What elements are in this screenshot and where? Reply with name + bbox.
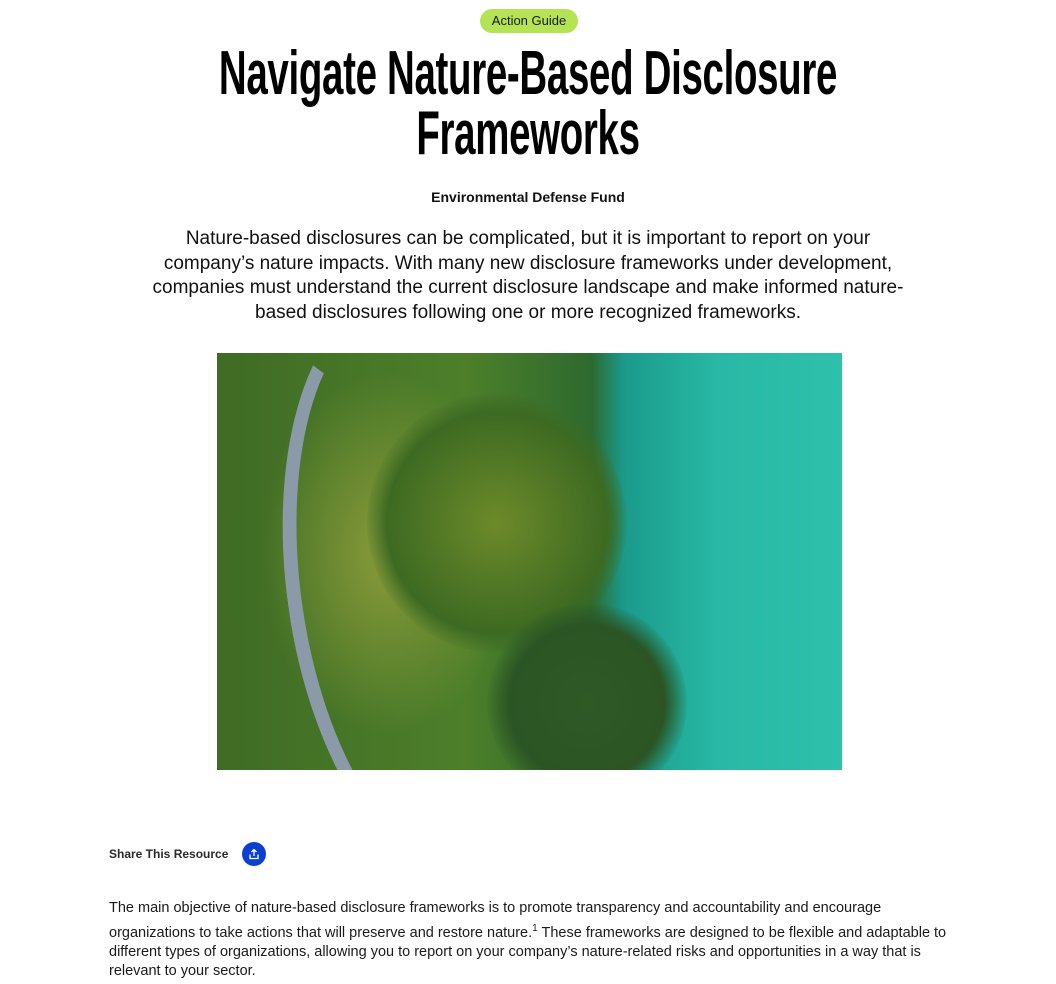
page-title: Navigate Nature-Based Disclosure Frameworks: [218, 39, 838, 168]
body-text-part1: The main objective of nature-based disclosure frameworks is to promote transparency and accountability and encourage organizations to take actions that will preserve and restore nature.: [109, 900, 882, 941]
category-badge[interactable]: Action Guide: [480, 9, 578, 33]
hero-image-aerial-forest-coast: [217, 353, 842, 770]
lede-paragraph: Nature-based disclosures can be complicated, but it is important to report on your company’s nature impacts. With many new disclosure frameworks under development, companies must understand the current disclosure landscape and make informed nature-based disclosures following one or more recognized frameworks.: [152, 228, 904, 323]
title-container: [181, 39, 875, 168]
share-label: Share This Resource: [109, 847, 229, 861]
body-text-part2: These frameworks are designed to be flexible and adaptable to different types of organizations, allowing you to report on your company’s nature-related risks and opportunities in a way that is relevant to your sector.: [109, 924, 947, 980]
footnote-link[interactable]: 1: [532, 922, 538, 934]
share-button[interactable]: [242, 842, 266, 866]
body-paragraph: [109, 899, 959, 982]
share-icon: [248, 848, 260, 860]
author: Environmental Defense Fund: [431, 189, 625, 205]
